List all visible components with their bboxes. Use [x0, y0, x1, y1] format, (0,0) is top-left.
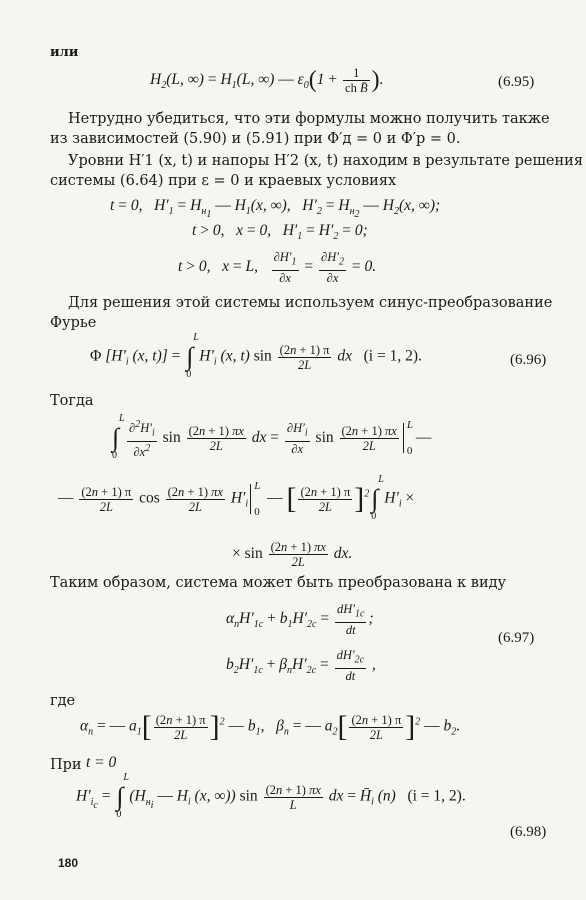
word-gde: где	[50, 693, 76, 709]
eq696-range: (i = 1, 2).	[363, 347, 422, 365]
equation-6-95: $H_2(L$, ∞) = $H_1(L$, ∞) — $\varepsilon_0(1$ + $\frac{1}{\text{ch B̄}}$ ).	[150, 66, 384, 95]
equation-number-6-97: (6.97)	[498, 630, 535, 646]
condition-t-zero: t = 0	[86, 754, 117, 771]
alpha-beta-definitions: $\alpha_n$ = — $a_1$[ $\frac{(2n + 1) \pi}{2L}$ ]$^2$ — $b_1$, $\beta_n$ = — $a_2$[ $\frac{(2n + 1) \pi}{2L}$ ]$^2$ — $b_2$.	[80, 710, 461, 743]
equation-number-6-95: (6.95)	[498, 74, 535, 90]
paragraph-3: Для решения этой системы используем синус-преобразование	[68, 295, 553, 311]
equation-6-98: $H'_{i_c}$ = ∫ L 0 ($H_{н_i}$ — $H_i$ (x, ∞)) sin $\frac{(2n + 1) \pi x}{L}$ dx = $H̄_i$ (n) (i = 1, 2).	[76, 772, 466, 820]
paragraph-2b: системы (6.64) при ε = 0 и краевых условиях	[50, 173, 397, 189]
paragraph-3b: Фурье	[50, 315, 97, 331]
page-number: 180	[58, 856, 79, 870]
boundary-condition-3: t > 0, x = L, $\frac{\partial H'_1}{\partial x}$ = $\frac{\partial H'_2}{\partial x}$ = 0.	[178, 250, 377, 285]
integration-line-3: × sin $\frac{(2n + 1) \pi x}{2L}$ dx.	[232, 540, 353, 569]
paragraph-1: Нетрудно убедиться, что эти формулы можно получить также	[68, 111, 550, 127]
equation-6-97-line-1: $\alpha_nH'_{1c} + b_1H'_{2c}$ = $\frac{dH'_{1c}}{dt}$ ;	[226, 602, 374, 637]
equation-number-6-96: (6.96)	[510, 352, 547, 368]
integration-line-2: — $\frac{(2n + 1) \pi}{2L}$ cos $\frac{(2n + 1) \pi x}{2L}$ $H'_i$ L 0 — [ $\frac{(2n + 1) \pi}{2L}$ ]$^2$∫ L 0 $H'_i$ ×	[58, 474, 415, 522]
boundary-condition-1: t = 0, $H'_1 = H_{н_1}$ — $H_1(x$, ∞), $H'_2 = H_{н_2}$ — $H_2(x$, ∞);	[110, 197, 441, 221]
paragraph-4: Таким образом, система может быть преобразована к виду	[50, 575, 507, 591]
boundary-condition-2: t > 0, x = 0, $H'_1 = H'_2 = 0$;	[192, 222, 368, 243]
equation-number-6-98: (6.98)	[510, 824, 547, 840]
eq698-range: (i = 1, 2).	[407, 787, 466, 805]
paragraph-1b: из зависимостей (5.90) и (5.91) при Φ′д = 0 и Φ′р = 0.	[50, 131, 461, 147]
word-ili: или	[50, 45, 79, 60]
paragraph-2: Уровни H′1 (x, t) и напоры H′2 (x, t) находим в результате решения	[68, 153, 583, 169]
word-togda: Тогда	[50, 393, 94, 409]
word-pri: При	[50, 757, 82, 773]
equation-6-97-line-2: $b_2H'_{1c} + \beta_nH'_{2c}$ = $\frac{dH'_{2c}}{dt}$ ,	[226, 648, 376, 683]
equation-6-96: Φ [$H'_i$ (x, t)] = ∫ L 0 $H'_i$ (x, t) sin $\frac{(2n + 1) \pi}{2L}$ dx (i = 1, 2).	[90, 332, 422, 380]
integration-line-1: ∫ L 0 $\frac{\partial^2H'_i}{\partial x^2}$ sin $\frac{(2n + 1) \pi x}{2L}$ dx = $\frac{\partial H'_i}{\partial x}$ sin $\frac{(2n + 1) \pi x}{2L}$ L 0 —	[112, 413, 432, 462]
